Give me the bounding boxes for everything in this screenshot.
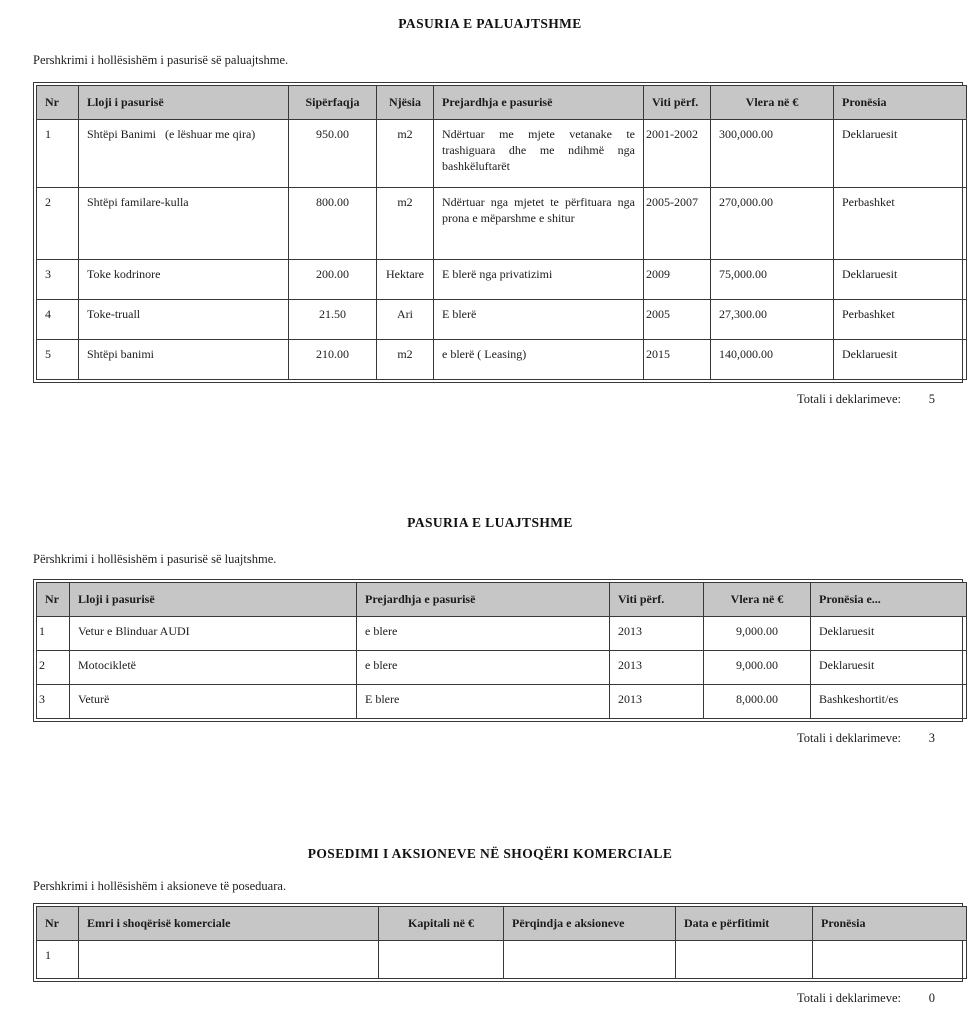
table-cell-nr: 2 (37, 188, 79, 260)
table-cell-origin: Ndërtuar me mjete vetanake te trashiguara dhe me ndihmë nga bashkëluftarët (434, 120, 644, 188)
table-cell-type: Motocikletë (70, 651, 357, 685)
column-header-value: Vlera në € (704, 583, 811, 617)
table-cell-nr: 3 (37, 685, 70, 719)
table-cell-value: 27,300.00 (711, 300, 834, 340)
table-cell-type: Veturë (70, 685, 357, 719)
table-cell-unit: m2 (377, 188, 434, 260)
column-header-ownership: Pronësia e... (811, 583, 967, 617)
table-cell-nr: 1 (37, 120, 79, 188)
table-cell-value: 9,000.00 (704, 617, 811, 651)
table-cell-nr: 1 (37, 941, 79, 979)
table-cell-nr: 5 (37, 340, 79, 380)
table-header-row (37, 907, 967, 941)
table-cell-type: Toke kodrinore (79, 260, 289, 300)
table-cell-year: 2013 (610, 685, 704, 719)
totals-row-shares (33, 991, 963, 1006)
table-cell-area: 200.00 (289, 260, 377, 300)
total-label: Totali i deklarimeve: (797, 991, 901, 1005)
table-cell-company (79, 941, 379, 979)
section-description-movable: Përshkrimi i hollësishëm i pasurisë së luajtshme. (33, 552, 277, 566)
table-cell-ownership: Perbashket (834, 300, 967, 340)
table-cell-origin: e blerë ( Leasing) (434, 340, 644, 380)
table-cell-year: 2009 (644, 260, 711, 300)
table-row (37, 340, 967, 380)
table-cell-origin: E blerë (434, 300, 644, 340)
movable-property-table (33, 579, 963, 722)
table-cell-type: Shtëpi Banimi (e lëshuar me qira) (79, 120, 289, 188)
table-cell-area: 800.00 (289, 188, 377, 260)
column-header-origin: Prejardhja e pasurisë (357, 583, 610, 617)
table-cell-origin: e blere (357, 617, 610, 651)
table-cell-ownership: Deklaruesit (834, 260, 967, 300)
table-cell-origin: e blere (357, 651, 610, 685)
table-cell-ownership: Deklaruesit (834, 120, 967, 188)
total-count: 0 (928, 991, 935, 1005)
section-title-movable: PASURIA E LUAJTSHME (407, 515, 573, 530)
table-cell-ownership (813, 941, 967, 979)
table-cell-type: Shtëpi banimi (79, 340, 289, 380)
column-header-year: Viti përf. (644, 86, 711, 120)
table-cell-year: 2001-2002 (644, 120, 711, 188)
total-label: Totali i deklarimeve: (797, 731, 901, 745)
column-header-year: Viti përf. (610, 583, 704, 617)
column-header-value: Vlera në € (711, 86, 834, 120)
total-label: Totali i deklarimeve: (797, 392, 901, 406)
table-row (37, 300, 967, 340)
table-cell-nr: 3 (37, 260, 79, 300)
section-title-immovable: PASURIA E PALUAJTSHME (398, 16, 582, 31)
table-cell-unit: m2 (377, 340, 434, 380)
table-cell-origin: E blere (357, 685, 610, 719)
column-header-capital: Kapitali në € (379, 907, 504, 941)
column-header-date: Data e përfitimit (676, 907, 813, 941)
shares-table (33, 903, 963, 982)
totals-row-movable (33, 731, 963, 746)
table-cell-value: 300,000.00 (711, 120, 834, 188)
table-cell-nr: 2 (37, 651, 70, 685)
column-header-ownership: Pronësia (813, 907, 967, 941)
table-row (37, 260, 967, 300)
column-header-area: Sipërfaqja (289, 86, 377, 120)
table-cell-capital (379, 941, 504, 979)
section-description-immovable: Pershkrimi i hollësishëm i pasurisë së paluajtshme. (33, 53, 289, 67)
table-cell-value: 140,000.00 (711, 340, 834, 380)
immovable-property-table (33, 82, 963, 383)
table-cell-value: 8,000.00 (704, 685, 811, 719)
table-cell-unit: Hektare (377, 260, 434, 300)
table-cell-nr: 4 (37, 300, 79, 340)
table-cell-date (676, 941, 813, 979)
table-cell-area: 210.00 (289, 340, 377, 380)
table-row (37, 941, 967, 979)
table-cell-year: 2013 (610, 651, 704, 685)
table-row (37, 685, 967, 719)
table-cell-share-percent (504, 941, 676, 979)
table-cell-ownership: Deklaruesit (811, 651, 967, 685)
table-cell-area: 21.50 (289, 300, 377, 340)
column-header-ownership: Pronësia (834, 86, 967, 120)
totals-row-immovable (33, 392, 963, 407)
table-cell-value: 75,000.00 (711, 260, 834, 300)
table-cell-ownership: Perbashket (834, 188, 967, 260)
table-header-row (37, 583, 967, 617)
total-count: 5 (928, 392, 935, 406)
table-cell-year: 2005 (644, 300, 711, 340)
column-header-type: Lloji i pasurisë (70, 583, 357, 617)
table-cell-value: 9,000.00 (704, 651, 811, 685)
table-cell-year: 2005-2007 (644, 188, 711, 260)
table-cell-area: 950.00 (289, 120, 377, 188)
column-header-unit: Njësia (377, 86, 434, 120)
table-cell-origin: Ndërtuar nga mjetet te përfituara nga prona e mëparshme e shitur (434, 188, 644, 260)
table-row (37, 120, 967, 188)
table-cell-type: Vetur e Blinduar AUDI (70, 617, 357, 651)
column-header-share-percent: Përqindja e aksioneve (504, 907, 676, 941)
total-count: 3 (928, 731, 935, 745)
table-cell-value: 270,000.00 (711, 188, 834, 260)
table-header-row (37, 86, 967, 120)
column-header-nr: Nr (37, 86, 79, 120)
table-cell-unit: m2 (377, 120, 434, 188)
table-cell-year: 2015 (644, 340, 711, 380)
table-cell-year: 2013 (610, 617, 704, 651)
table-row (37, 617, 967, 651)
table-cell-unit: Ari (377, 300, 434, 340)
table-cell-nr: 1 (37, 617, 70, 651)
column-header-origin: Prejardhja e pasurisë (434, 86, 644, 120)
table-cell-ownership: Bashkeshortit/es (811, 685, 967, 719)
table-row (37, 651, 967, 685)
column-header-nr: Nr (37, 907, 79, 941)
section-title-shares: POSEDIMI I AKSIONEVE NË SHOQËRI KOMERCIALE (307, 846, 673, 861)
table-cell-ownership: Deklaruesit (811, 617, 967, 651)
table-cell-type: Toke-truall (79, 300, 289, 340)
table-row (37, 188, 967, 260)
table-cell-origin: E blerë nga privatizimi (434, 260, 644, 300)
column-header-nr: Nr (37, 583, 70, 617)
table-cell-type: Shtëpi familare-kulla (79, 188, 289, 260)
column-header-type: Lloji i pasurisë (79, 86, 289, 120)
section-description-shares: Pershkrimi i hollësishëm i aksioneve të poseduara. (33, 879, 287, 893)
column-header-company: Emri i shoqërisë komerciale (79, 907, 379, 941)
table-cell-ownership: Deklaruesit (834, 340, 967, 380)
